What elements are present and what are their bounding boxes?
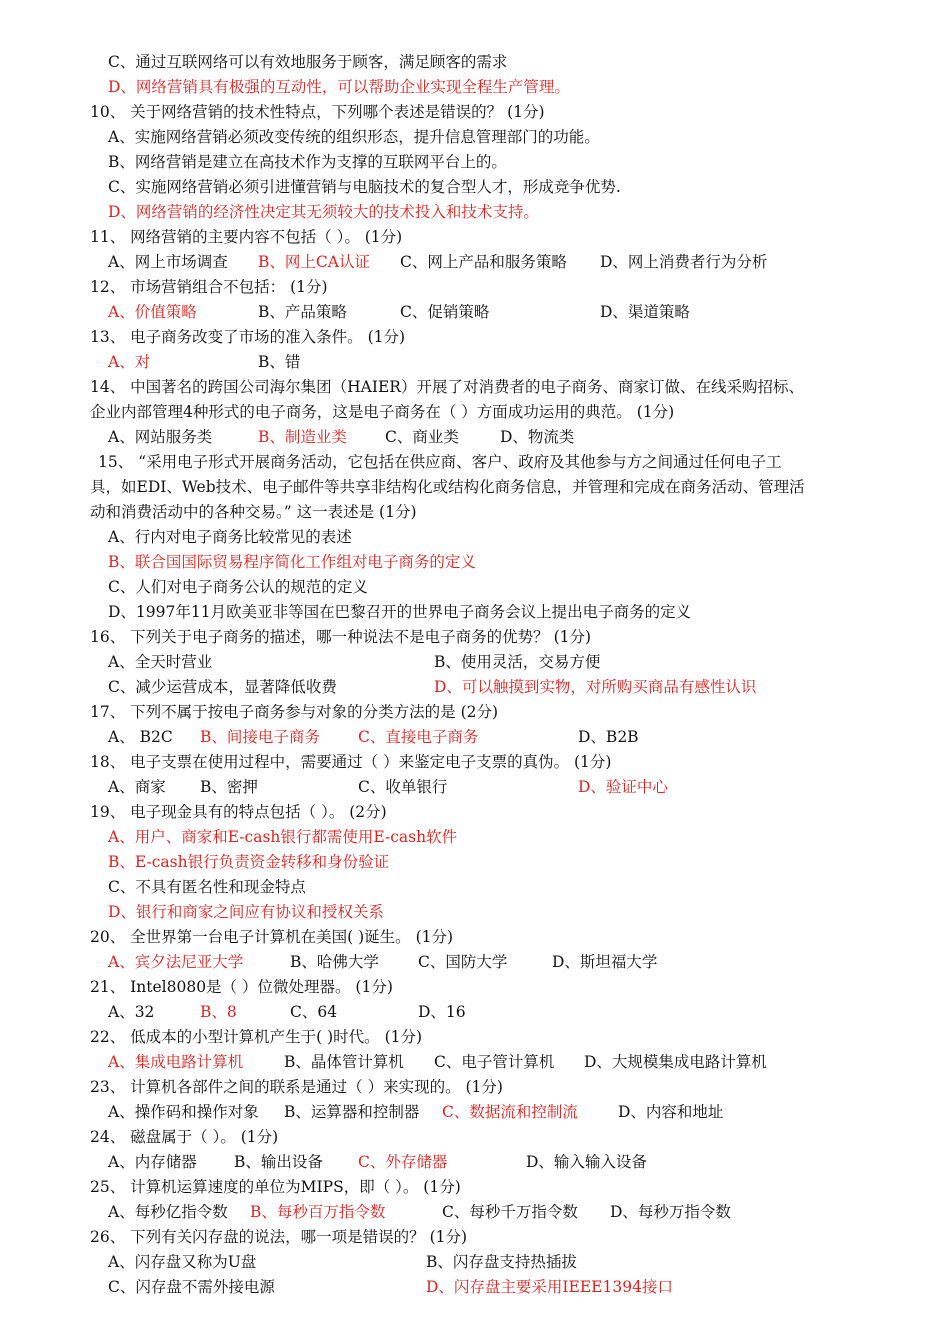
answer-text: C、直接电子商务 bbox=[358, 728, 479, 746]
question-text: 动和消费活动中的各种交易。” 这一表述是 (1分) bbox=[90, 503, 417, 521]
text-line bbox=[0, 1150, 950, 1174]
text-line bbox=[0, 150, 950, 174]
text-line bbox=[0, 100, 950, 124]
text-line bbox=[0, 925, 950, 949]
question-text: 16、 下列关于电子商务的描述，哪一种说法不是电子商务的优势？ (1分) bbox=[90, 628, 592, 646]
question-text: A、 B2C bbox=[108, 728, 173, 746]
question-text: C、收单银行 bbox=[358, 778, 448, 796]
text-line bbox=[0, 1175, 950, 1199]
question-text: D、每秒万指令数 bbox=[610, 1203, 731, 1221]
question-text: 具，如EDI、Web技术、电子邮件等共享非结构化或结构化商务信息，并管理和完成在商务活动、管理活 bbox=[90, 478, 805, 496]
question-text: D、内容和地址 bbox=[618, 1103, 724, 1121]
question-text: 11、 网络营销的主要内容不包括（ ）。 (1分) bbox=[90, 228, 403, 246]
text-line bbox=[0, 750, 950, 774]
question-text: 26、 下列有关闪存盘的说法，哪一项是错误的？ (1分) bbox=[90, 1228, 468, 1246]
text-line bbox=[0, 525, 950, 549]
question-text: 13、 电子商务改变了市场的准入条件。 (1分) bbox=[90, 328, 406, 346]
text-line bbox=[0, 475, 950, 499]
question-text: B、密押 bbox=[200, 778, 258, 796]
question-text: 25、 计算机运算速度的单位为MIPS，即（ ）。 (1分) bbox=[90, 1178, 461, 1196]
question-text: B、网络营销是建立在高技术作为支撑的互联网平台上的。 bbox=[108, 153, 507, 171]
question-text: C、不具有匿名性和现金特点 bbox=[108, 878, 306, 896]
question-text: A、操作码和操作对象 bbox=[108, 1103, 259, 1121]
text-line bbox=[0, 425, 950, 449]
question-text: 23、 计算机各部件之间的联系是通过（ ）来实现的。 (1分) bbox=[90, 1078, 503, 1096]
question-text: D、输入输入设备 bbox=[526, 1153, 647, 1171]
answer-text: A、价值策略 bbox=[108, 303, 197, 321]
text-line bbox=[0, 450, 950, 474]
text-line bbox=[0, 500, 950, 524]
question-text: D、1997年11月欧美亚非等国在巴黎召开的世界电子商务会议上提出电子商务的定义 bbox=[108, 603, 692, 621]
question-text: C、电子管计算机 bbox=[434, 1053, 555, 1071]
answer-text: B、制造业类 bbox=[258, 428, 347, 446]
answer-text: D、闪存盘主要采用IEEE1394接口 bbox=[426, 1278, 673, 1296]
question-text: A、实施网络营销必须改变传统的组织形态，提升信息管理部门的功能。 bbox=[108, 128, 600, 146]
answer-text: C、外存储器 bbox=[358, 1153, 448, 1171]
question-text: A、闪存盘又称为U盘 bbox=[108, 1253, 257, 1271]
question-text: 20、 全世界第一台电子计算机在美国( )诞生。 (1分) bbox=[90, 928, 454, 946]
answer-text: B、间接电子商务 bbox=[200, 728, 320, 746]
text-line bbox=[0, 975, 950, 999]
question-text: 21、 Intel8080是（ ）位微处理器。 (1分) bbox=[90, 978, 393, 996]
answer-text: D、银行和商家之间应有协议和授权关系 bbox=[108, 903, 384, 921]
answer-text: B、联合国国际贸易程序简化工作组对电子商务的定义 bbox=[108, 553, 476, 571]
text-line bbox=[0, 775, 950, 799]
answer-text: C、数据流和控制流 bbox=[442, 1103, 578, 1121]
text-line bbox=[0, 1050, 950, 1074]
question-text: B、闪存盘支持热插拔 bbox=[426, 1253, 577, 1271]
question-text: A、每秒亿指令数 bbox=[108, 1203, 228, 1221]
text-line bbox=[0, 1000, 950, 1024]
text-line bbox=[0, 400, 950, 424]
question-text: B、运算器和控制器 bbox=[284, 1103, 420, 1121]
question-text: C、实施网络营销必须引进懂营销与电脑技术的复合型人才，形成竞争优势. bbox=[108, 178, 621, 196]
question-text: D、斯坦福大学 bbox=[552, 953, 658, 971]
question-text: A、网上市场调查 bbox=[108, 253, 228, 271]
question-text: C、人们对电子商务公认的规范的定义 bbox=[108, 578, 368, 596]
question-text: 24、 磁盘属于（ ）。 (1分) bbox=[90, 1128, 279, 1146]
question-text: C、闪存盘不需外接电源 bbox=[108, 1278, 275, 1296]
question-text: C、促销策略 bbox=[400, 303, 490, 321]
answer-text: B、8 bbox=[200, 1003, 237, 1021]
question-text: D、大规模集成电路计算机 bbox=[584, 1053, 767, 1071]
question-text: 12、 市场营销组合不包括： (1分) bbox=[90, 278, 328, 296]
question-text: 14、 中国著名的跨国公司海尔集团（HAIER）开展了对消费者的电子商务、商家订做、在线采购招标、 bbox=[90, 378, 804, 396]
text-line bbox=[0, 600, 950, 624]
question-text: C、网上产品和服务策略 bbox=[400, 253, 567, 271]
text-line bbox=[0, 675, 950, 699]
text-line bbox=[0, 300, 950, 324]
answer-text: B、网上CA认证 bbox=[258, 253, 370, 271]
text-line bbox=[0, 1075, 950, 1099]
text-line bbox=[0, 950, 950, 974]
question-text: B、使用灵活，交易方便 bbox=[434, 653, 601, 671]
answer-text: D、网络营销的经济性决定其无须较大的技术投入和技术支持。 bbox=[108, 203, 539, 221]
text-line bbox=[0, 325, 950, 349]
question-text: 企业内部管理4种形式的电子商务，这是电子商务在（ ）方面成功运用的典范。 (1分) bbox=[90, 403, 675, 421]
text-line bbox=[0, 1200, 950, 1224]
text-line bbox=[0, 1275, 950, 1299]
question-text: D、网上消费者行为分析 bbox=[600, 253, 768, 271]
text-line bbox=[0, 625, 950, 649]
answer-text: D、验证中心 bbox=[578, 778, 668, 796]
text-line bbox=[0, 375, 950, 399]
question-text: C、64 bbox=[290, 1003, 338, 1021]
question-text: B、产品策略 bbox=[258, 303, 347, 321]
answer-text: D、可以触摸到实物，对所购买商品有感性认识 bbox=[434, 678, 757, 696]
answer-text: D、网络营销具有极强的互动性，可以帮助企业实现全程生产管理。 bbox=[108, 78, 570, 96]
question-text: A、32 bbox=[108, 1003, 155, 1021]
text-line bbox=[0, 1025, 950, 1049]
question-text: 19、 电子现金具有的特点包括（ ）。 (2分) bbox=[90, 803, 387, 821]
text-line bbox=[0, 275, 950, 299]
text-line bbox=[0, 700, 950, 724]
text-line bbox=[0, 900, 950, 924]
text-line bbox=[0, 125, 950, 149]
text-line bbox=[0, 650, 950, 674]
question-text: C、通过互联网络可以有效地服务于顾客，满足顾客的需求 bbox=[108, 53, 508, 71]
text-line bbox=[0, 575, 950, 599]
question-text: D、物流类 bbox=[500, 428, 575, 446]
text-line bbox=[0, 1225, 950, 1249]
question-text: D、B2B bbox=[578, 728, 639, 746]
text-line bbox=[0, 50, 950, 74]
question-text: 22、 低成本的小型计算机产生于( )时代。 (1分) bbox=[90, 1028, 423, 1046]
question-text: C、每秒千万指令数 bbox=[442, 1203, 578, 1221]
question-text: B、输出设备 bbox=[234, 1153, 323, 1171]
question-text: D、渠道策略 bbox=[600, 303, 690, 321]
text-line bbox=[0, 350, 950, 374]
text-line bbox=[0, 250, 950, 274]
text-line bbox=[0, 1100, 950, 1124]
question-text: B、错 bbox=[258, 353, 301, 371]
text-line bbox=[0, 225, 950, 249]
text-line bbox=[0, 825, 950, 849]
question-text: A、商家 bbox=[108, 778, 166, 796]
question-text: C、国防大学 bbox=[418, 953, 508, 971]
text-line bbox=[0, 1250, 950, 1274]
question-text: B、哈佛大学 bbox=[290, 953, 379, 971]
answer-text: A、宾夕法尼亚大学 bbox=[108, 953, 244, 971]
question-text: 18、 电子支票在使用过程中，需要通过（ ）来鉴定电子支票的真伪。 (1分) bbox=[90, 753, 612, 771]
question-text: A、行内对电子商务比较常见的表述 bbox=[108, 528, 352, 546]
question-text: C、商业类 bbox=[385, 428, 459, 446]
question-text: 17、 下列不属于按电子商务参与对象的分类方法的是 (2分) bbox=[90, 703, 499, 721]
answer-text: A、集成电路计算机 bbox=[108, 1053, 244, 1071]
text-line bbox=[0, 200, 950, 224]
question-text: A、网站服务类 bbox=[108, 428, 213, 446]
text-line bbox=[0, 875, 950, 899]
text-line bbox=[0, 1125, 950, 1149]
question-text: 15、 “采用电子形式开展商务活动，它包括在供应商、客户、政府及其他参与方之间通过任何电子工 bbox=[98, 453, 782, 471]
question-text: A、全天时营业 bbox=[108, 653, 213, 671]
text-line bbox=[0, 850, 950, 874]
answer-text: B、每秒百万指令数 bbox=[250, 1203, 386, 1221]
question-text: 10、 关于网络营销的技术性特点，下列哪个表述是错误的？ (1分) bbox=[90, 103, 545, 121]
answer-text: A、对 bbox=[108, 353, 151, 371]
text-line bbox=[0, 550, 950, 574]
question-text: D、16 bbox=[418, 1003, 466, 1021]
question-text: C、减少运营成本，显著降低收费 bbox=[108, 678, 337, 696]
text-line bbox=[0, 800, 950, 824]
text-line bbox=[0, 725, 950, 749]
answer-text: B、E-cash银行负责资金转移和身份验证 bbox=[108, 853, 390, 871]
question-text: A、内存储器 bbox=[108, 1153, 197, 1171]
question-text: B、晶体管计算机 bbox=[284, 1053, 404, 1071]
text-line bbox=[0, 75, 950, 99]
text-line bbox=[0, 175, 950, 199]
answer-text: A、用户、商家和E-cash银行都需使用E-cash软件 bbox=[108, 828, 458, 846]
